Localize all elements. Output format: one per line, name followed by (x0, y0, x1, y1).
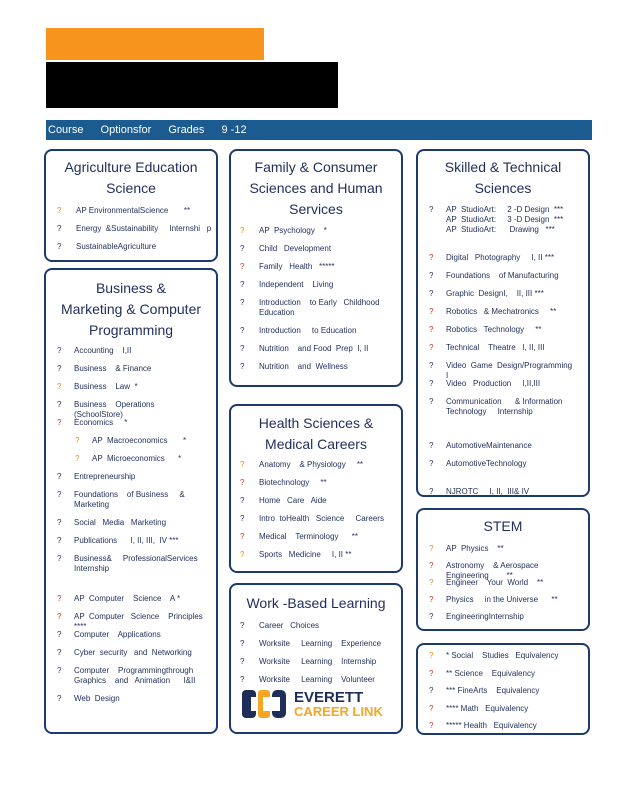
course-item: Nutrition and Food Prep I, II (259, 344, 369, 353)
stem-title-line: STEM (483, 518, 523, 534)
course-options-banner (46, 120, 592, 140)
course-item: AP Microeconomics * (92, 454, 182, 463)
course-item: Foundations of Manufacturing (446, 271, 559, 280)
course-item: Robotics Technology ** (446, 325, 542, 334)
orange-header-bar (46, 28, 264, 60)
bullet-marker: ? (240, 460, 245, 469)
bullet-marker: ? (240, 550, 245, 559)
course-item: Worksite Learning Experience (259, 639, 382, 648)
business-title-line: Programming (88, 322, 174, 338)
course-item: AutomotiveMaintenance (446, 441, 532, 450)
bullet-marker: ? (429, 561, 434, 570)
skilled-title-line: Skilled & Technical (444, 159, 562, 175)
course-item: Career Choices (259, 621, 320, 630)
bullet-marker: ? (240, 262, 245, 271)
bullet-marker: ? (429, 686, 434, 695)
course-item: Computer Programmingthrough Graphics and Animation I&II (74, 666, 196, 685)
course-item: Independent Living (259, 280, 334, 289)
course-item: Family Health ***** (259, 262, 335, 271)
course-item: Entrepreneurship (74, 472, 136, 481)
stem-box (416, 508, 590, 631)
banner-word: Optionsfor (100, 124, 152, 136)
course-item: Graphic DesignI, II, III *** (446, 289, 544, 298)
course-item: Anatomy & Physiology ** (259, 460, 364, 469)
course-item: Nutrition and Wellness (259, 362, 348, 371)
family-title-line: Sciences and Human (249, 180, 383, 196)
bullet-marker: ? (57, 630, 62, 639)
course-item: * Social Studies Equivalency (446, 651, 559, 660)
logo-line2: CAREER LINK (294, 704, 383, 719)
bullet-marker: ? (57, 518, 62, 527)
bullet-marker: ? (57, 554, 62, 563)
bullet-marker: ? (429, 578, 434, 587)
everett-career-link-logo (242, 688, 402, 722)
health-sciences-box (229, 404, 403, 573)
course-item: Accounting I,II (74, 346, 132, 355)
course-item: Sports Medicine I, II ** (259, 550, 352, 559)
course-item: Economics * (74, 418, 128, 427)
bullet-marker: ? (240, 326, 245, 335)
course-item: NJROTC I, II, III& IV (446, 487, 530, 496)
course-item: AP Macroeconomics * (92, 436, 187, 445)
bullet-marker: ? (57, 612, 62, 621)
banner-word: Grades (168, 124, 205, 136)
course-item: Web Design (74, 694, 120, 703)
bullet-marker: ? (429, 289, 434, 298)
course-item: EngineeringInternship (446, 612, 524, 621)
agriculture-title-line: Agriculture Education (64, 159, 198, 175)
course-item: Astronomy & Aerospace Engineering ** (446, 561, 548, 580)
bullet-marker: ? (240, 657, 245, 666)
bullet-marker: ? (75, 436, 80, 445)
course-item: Communication & Information Technology Internship (446, 397, 563, 416)
business-title (46, 278, 216, 341)
course-item: Introduction to Early Childhood Education (259, 298, 380, 317)
family-title-line: Family & Consumer (254, 159, 378, 175)
course-item: *** FineArts Equivalency (446, 686, 540, 695)
course-item: Business Law * (74, 382, 138, 391)
bullet-marker: ? (240, 280, 245, 289)
bullet-marker: ? (57, 418, 62, 427)
family-title-line: Services (289, 201, 343, 217)
bullet-marker: ? (57, 242, 62, 251)
course-item: Technical Theatre I, II, III (446, 343, 545, 352)
course-item: Cyber security and Networking (74, 648, 192, 657)
course-item: ** Science Equivalency (446, 668, 535, 678)
bullet-marker: ? (57, 382, 62, 391)
course-item: **** Math Equivalency (446, 703, 529, 713)
bullet-marker: ? (57, 490, 62, 499)
health-title (231, 413, 401, 455)
course-item: Video Game Design/Programming I (446, 361, 593, 380)
family-title (231, 157, 401, 220)
bullet-marker: ? (429, 307, 434, 316)
bullet-marker: ? (240, 362, 245, 371)
bullet-marker: ? (429, 379, 434, 388)
health-title-line: Health Sciences & (258, 415, 374, 431)
bullet-marker: ? (429, 271, 434, 280)
course-item: Worksite Learning Volunteer (259, 675, 375, 684)
bullet-marker: ? (240, 344, 245, 353)
redacted-title-bar (46, 62, 338, 108)
course-item: Home Care Aide (259, 496, 327, 505)
bullet-marker: ? (240, 298, 245, 307)
course-item: Computer Applications (74, 630, 161, 639)
bullet-marker: ? (429, 721, 434, 730)
course-item: Business & Finance (74, 364, 152, 373)
bullet-marker: ? (57, 346, 62, 355)
course-item: AP Computer Science A * (74, 594, 181, 603)
course-item: AutomotiveTechnology (446, 459, 527, 468)
course-item: Engineer Your World ** (446, 578, 544, 587)
course-item: Business& ProfessionalServices Internship (74, 554, 198, 573)
bullet-marker: ? (57, 224, 62, 233)
bullet-marker: ? (240, 514, 245, 523)
bullet-marker: ? (429, 441, 434, 450)
bullet-marker: ? (57, 206, 62, 215)
equivalency-legend-box (416, 643, 590, 735)
bullet-marker: ? (240, 639, 245, 648)
banner-word: Course (48, 124, 84, 136)
bullet-marker: ? (429, 459, 434, 468)
bullet-marker: ? (57, 594, 62, 603)
bullet-marker: ? (75, 454, 80, 463)
bullet-marker: ? (429, 343, 434, 352)
bullet-marker: ? (429, 397, 434, 406)
work-title-line: Work -Based Learning (246, 595, 386, 611)
skilled-technical-box (416, 149, 593, 497)
course-item: Digital Photography I, II *** (446, 253, 555, 262)
work-title (231, 593, 401, 614)
course-item: AP EnvironmentalScience ** (76, 206, 191, 215)
course-item: Foundations of Business & Marketing (74, 490, 185, 509)
course-item: Robotics & Mechatronics ** (446, 307, 557, 316)
course-item: Child Development (259, 244, 332, 253)
bullet-marker: ? (429, 253, 434, 262)
course-item: Business Operations (SchoolStore) (74, 400, 166, 419)
course-item: AP StudioArt: 2 -D Design *** AP StudioArt: 3 -D Design *** AP StudioArt: Drawing *** (446, 205, 564, 234)
course-item: Publications I, II, III, IV *** (74, 536, 179, 545)
bullet-marker: ? (240, 478, 245, 487)
bullet-marker: ? (240, 675, 245, 684)
business-title-line: Business & (95, 280, 167, 296)
banner-word: 9 -12 (221, 124, 247, 136)
business-marketing-box (44, 268, 218, 734)
bullet-marker: ? (240, 621, 245, 630)
agriculture-box (44, 149, 218, 262)
course-item: Energy &Sustainability Internshi p (76, 224, 212, 233)
course-item: AP Computer Science Principles **** (74, 612, 214, 631)
bullet-marker: ? (57, 364, 62, 373)
bullet-marker: ? (429, 595, 434, 604)
course-item: AP Physics ** (446, 544, 504, 553)
bullet-marker: ? (57, 648, 62, 657)
course-item: AP Psychology * (259, 226, 327, 235)
skilled-title (418, 157, 588, 199)
course-item: Video Production I,II,III (446, 379, 541, 388)
course-item: Worksite Learning Internship (259, 657, 377, 666)
bullet-marker: ? (429, 361, 434, 370)
bullet-marker: ? (429, 703, 434, 713)
bullet-marker: ? (57, 536, 62, 545)
course-item: Medical Terminology ** (259, 532, 359, 541)
course-item: Introduction to Education (259, 326, 357, 335)
business-title-line: Marketing & Computer (60, 301, 202, 317)
agriculture-title-line: Science (106, 180, 156, 196)
course-item: ***** Health Equivalency (446, 721, 537, 730)
bullet-marker: ? (429, 325, 434, 334)
bullet-marker: ? (429, 668, 434, 678)
bullet-marker: ? (57, 666, 62, 675)
skilled-title-line: Sciences (474, 180, 532, 196)
bullet-marker: ? (240, 226, 245, 235)
course-item: SustainableAgriculture (76, 242, 157, 251)
health-title-line: Medical Careers (265, 436, 367, 452)
course-item: Social Media Marketing (74, 518, 167, 527)
bullet-marker: ? (429, 651, 434, 660)
agriculture-title (46, 157, 216, 199)
bullet-marker: ? (57, 400, 62, 409)
bullet-marker: ? (240, 244, 245, 253)
family-consumer-box (229, 149, 403, 387)
bullet-marker: ? (429, 487, 434, 496)
bullet-marker: ? (57, 472, 62, 481)
bullet-marker: ? (240, 532, 245, 541)
course-item: Physics in the Universe ** (446, 595, 558, 604)
bullet-marker: ? (429, 205, 434, 214)
course-item: Biotechnology ** (259, 478, 327, 487)
bullet-marker: ? (57, 694, 62, 703)
bullet-marker: ? (429, 612, 434, 621)
bullet-marker: ? (429, 544, 434, 553)
course-item: Intro toHealth Science Careers (259, 514, 384, 523)
logo-line1: EVERETT (294, 689, 364, 706)
stem-title (418, 516, 588, 537)
bullet-marker: ? (240, 496, 245, 505)
